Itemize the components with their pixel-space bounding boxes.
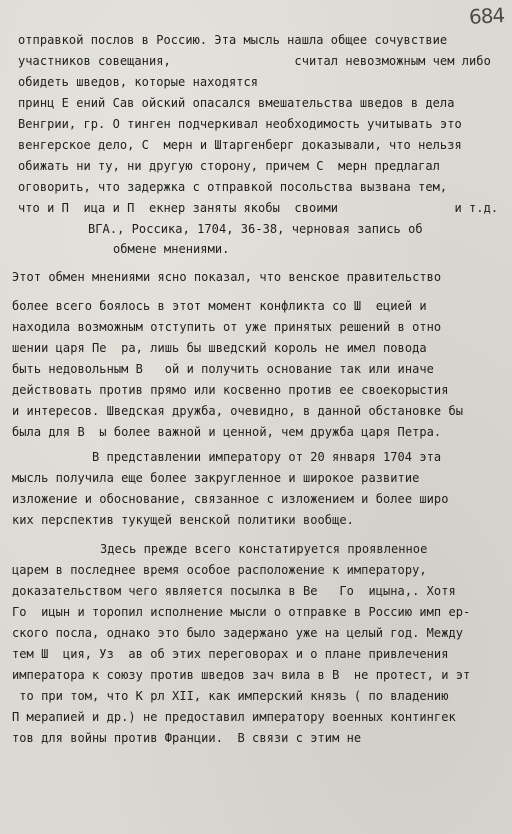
text-line: царем в последнее время особое расположение к императору, [12, 563, 427, 577]
text-line: императора к союзу против шведов зач вила в В не протест, и эт [12, 668, 471, 682]
paragraph-tsar-disposition [12, 539, 506, 749]
text-line: шении царя Пе ра, лишь бы шведский король не имел повода [12, 341, 427, 355]
text-line: тем Ш ция, Уз ав об этих переговорах и о плане привлечения [12, 647, 449, 661]
text-line: Этот обмен мнениями ясно показал, что венское правительство [12, 270, 442, 284]
text-line: мысль получила еще более закругленное и широкое развитие [12, 471, 420, 485]
text-line: изложение и обоснование, связанное с изложением и более широ [12, 492, 449, 506]
text-line: быть недовольным В ой и получить основание так или иначе [12, 362, 434, 376]
text-line: Го ицын и торопил исполнение мысли о отправке в Россию имп ер- [12, 605, 471, 619]
text-line: и интересов. Шведская дружба, очевидно, в данной обстановке бы [12, 404, 464, 418]
text-line: оговорить, что задержка с отправкой посольства вызвана тем, [18, 180, 448, 194]
text-line: обижать ни ту, ни другую сторону, причем С мерн предлагал [18, 159, 440, 173]
citation-line: ВГА., Россика, 1704, 36-38, черновая запись об [88, 222, 423, 236]
text-line: что и П ица и П екнер заняты якобы своими и т.д. [18, 201, 499, 215]
text-line: Венгрии, гр. О тинген подчеркивал необходимость учитывать это [18, 117, 462, 131]
typed-text-body [12, 30, 506, 749]
text-line: более всего боялось в этот момент конфликта со Ш ецией и [12, 299, 427, 313]
paragraph-council [12, 30, 506, 219]
citation-line: обмене мнениями. [113, 242, 230, 256]
text-line: отправкой послов в Россию. Эта мысль нашла общее сочувствие [18, 33, 448, 47]
text-line: ких перспектив тукущей венской политики вообще. [12, 513, 354, 527]
text-line: находила возможным отступить от уже принятых решений в отно [12, 320, 442, 334]
text-line: тов для войны против Франции. В связи с этим не [12, 731, 362, 745]
text-line: то при том, что К рл XII, как имперский князь ( по владению [12, 689, 449, 703]
text-line: действовать против прямо или косвенно против ее своекорыстия [12, 383, 449, 397]
text-line: доказательством чего является посылка в Ве Го ицына,. Хотя [12, 584, 456, 598]
text-line: ского посла, однако это было задержано уже на целый год. Между [12, 626, 464, 640]
text-line: была для В ы более важной и ценной, чем дружба царя Петра. [12, 425, 442, 439]
paragraph-exchange [12, 267, 506, 443]
text-line: обидеть шведов, которые находятся [18, 75, 259, 89]
text-line: принц Е ений Сав ойский опасался вмешательства шведов в дела [18, 96, 455, 110]
text-line: участников совещания, считал невозможным чем либо [18, 54, 491, 68]
text-line: венгерское дело, С мерн и Штаргенберг доказывали, что нельзя [18, 138, 462, 152]
page-number: 684 [468, 3, 505, 29]
archive-citation [12, 219, 506, 259]
text-line: В представлении императору от 20 января 1704 эта [92, 450, 442, 464]
paragraph-representation [12, 447, 506, 531]
text-line: П мерапией и др.) не предоставил императору военных контингек [12, 710, 456, 724]
text-line: Здесь прежде всего констатируется проявленное [100, 542, 428, 556]
